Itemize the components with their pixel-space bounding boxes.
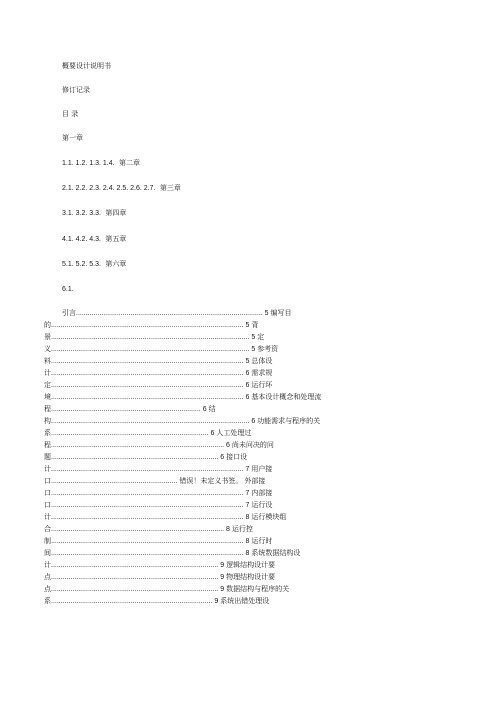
toc-entry-head: 口 <box>44 477 51 485</box>
doc-title: 概要设计说明书 <box>62 62 111 70</box>
revision-record-heading: 修订记录 <box>62 86 90 94</box>
toc-leader: ................................................................................................... <box>51 382 244 389</box>
toc-page-number: 6 <box>202 406 207 413</box>
toc-leader: ......................................................................................... <box>51 442 225 449</box>
toc-entry-head: 的 <box>44 321 51 329</box>
chapter-heading: 第四章 <box>105 209 127 217</box>
toc-entry-tail: 接口设 <box>226 453 248 461</box>
toc-entry-tail: 功能需求与程序的关 <box>257 417 321 425</box>
toc-entry[interactable] <box>44 453 247 462</box>
chapter-heading: 第三章 <box>159 184 181 192</box>
toc-entry[interactable] <box>44 549 300 558</box>
toc-leader: ................................................................................................... <box>51 322 244 329</box>
toc-page-number: 9 <box>220 586 225 593</box>
toc-entry[interactable] <box>44 333 264 342</box>
toc-entry-head: 程 <box>44 441 51 449</box>
toc-page-number: 9 <box>220 574 225 581</box>
toc-entry-head: 义 <box>44 345 51 353</box>
toc-entry-head: 计 <box>44 465 51 473</box>
section-line <box>62 209 126 218</box>
toc-entry-tail: 基本设计概念和处理流 <box>251 393 322 401</box>
toc-entry[interactable] <box>44 381 272 390</box>
toc-leader: ................................................................................... <box>51 598 213 605</box>
toc-entry-head: 点 <box>44 573 51 581</box>
toc-page-number: 5 <box>251 346 256 353</box>
chapter-heading: 第一章 <box>62 134 83 142</box>
toc-entry[interactable] <box>44 417 320 426</box>
toc-entry-tail: 定 <box>257 333 265 341</box>
toc-entry-head: 系 <box>44 429 51 437</box>
toc-page-number: 6 <box>220 454 225 461</box>
toc-page-number: 错误！未定义书签。 <box>179 477 243 485</box>
toc-entry[interactable] <box>44 345 278 354</box>
toc-entry-tail: 逻辑结构设计要 <box>226 561 276 569</box>
toc-entry-tail: 需求规 <box>251 369 273 377</box>
toc-entry[interactable] <box>44 525 253 534</box>
section-line <box>62 260 126 269</box>
toc-leader: ......................................................................................... <box>51 526 225 533</box>
toc-page-number: 9 <box>220 562 225 569</box>
toc-entry-head: 合 <box>44 525 51 533</box>
toc-page-number: 6 <box>210 430 215 437</box>
toc-leader: ................................................................................................... <box>51 502 244 509</box>
section-numbers: 2.1. 2.2. 2.3. 2.4. 2.5. 2.6. 2.7. <box>62 185 156 192</box>
toc-page-number: 9 <box>214 598 219 605</box>
toc-entry-tail: 人工处理过 <box>216 429 252 437</box>
toc-page-number: 6 <box>245 382 250 389</box>
toc-entry[interactable] <box>62 309 292 318</box>
toc-entry[interactable] <box>44 465 272 474</box>
toc-entry[interactable] <box>44 573 275 582</box>
toc-entry-head: 构 <box>44 417 51 425</box>
toc-entry-tail: 结 <box>208 405 216 413</box>
toc-leader: ................................................................................................ <box>76 310 263 317</box>
toc-entry-head: 口 <box>44 489 51 497</box>
toc-entry-tail: 用户接 <box>251 465 273 473</box>
toc-entry-tail: 运行控 <box>231 525 253 533</box>
toc-entry[interactable] <box>44 489 272 498</box>
section-line <box>62 184 181 193</box>
toc-entry-tail: 背 <box>251 321 259 329</box>
toc-entry-tail: 物理结构设计要 <box>226 573 276 581</box>
toc-page-number: 8 <box>245 538 250 545</box>
toc-leader: ...................................................................................... <box>51 586 219 593</box>
toc-page-number: 5 <box>251 334 256 341</box>
contents-heading: 目 录 <box>62 110 79 118</box>
toc-entry[interactable] <box>44 597 269 606</box>
toc-entry-head: 计 <box>44 369 51 377</box>
toc-entry-head: 间 <box>44 549 51 557</box>
toc-entry-head: 点 <box>44 585 51 593</box>
toc-page-number: 8 <box>245 514 250 521</box>
toc-page-number: 5 <box>245 322 250 329</box>
toc-entry-tail: 尚未问决的问 <box>231 441 274 449</box>
toc-page-number: 6 <box>226 442 230 449</box>
section-numbers: 1.1. 1.2. 1.3. 1.4. <box>62 160 115 167</box>
toc-entry[interactable] <box>44 393 321 402</box>
toc-leader: ................................................................................................... <box>51 370 244 377</box>
toc-entry[interactable] <box>44 585 289 594</box>
toc-entry-head: 定 <box>44 381 51 389</box>
toc-leader: ............................................................................. <box>51 406 201 413</box>
toc-leader: ................................................................................. <box>51 430 209 437</box>
section-numbers: 3.1. 3.2. 3.3. <box>62 210 101 217</box>
toc-entry-tail: 参考资 <box>257 345 279 353</box>
toc-entry[interactable] <box>44 537 272 546</box>
toc-entry[interactable] <box>44 513 286 522</box>
toc-entry[interactable] <box>44 441 274 450</box>
toc-leader: ...................................................................................................... <box>51 346 250 353</box>
toc-leader: ................................................................................................... <box>51 358 244 365</box>
toc-page-number: 5 <box>245 358 250 365</box>
section-line <box>62 235 126 244</box>
toc-leader: ................................................................................................... <box>51 514 244 521</box>
toc-entry[interactable] <box>44 477 265 486</box>
toc-entry[interactable] <box>44 405 216 414</box>
toc-entry-tail: 系统出错处理设 <box>220 597 270 605</box>
toc-entry-head: 计 <box>44 513 51 521</box>
toc-entry-head: 题 <box>44 453 51 461</box>
toc-leader: ...................................................................................... <box>51 562 219 569</box>
toc-entry-tail: 内部接 <box>251 489 273 497</box>
section-numbers: 5.1. 5.2. 5.3. <box>62 261 101 268</box>
section-line <box>62 159 140 168</box>
toc-entry-tail: 运行模块组 <box>251 513 287 521</box>
toc-leader: ...................................................................................................... <box>51 334 250 341</box>
toc-leader: ................................................................................................... <box>51 538 244 545</box>
toc-page-number: 6 <box>245 394 250 401</box>
toc-leader: ................................................................................................... <box>51 550 244 557</box>
chapter-heading: 第五章 <box>105 235 127 243</box>
toc-entry-tail: 数据结构与程序的关 <box>226 585 290 593</box>
toc-entry[interactable] <box>44 501 272 510</box>
toc-leader: ................................................................................................... <box>51 394 244 401</box>
toc-entry-head: 程 <box>44 405 51 413</box>
chapter-heading: 第二章 <box>119 159 140 167</box>
toc-page-number: 6 <box>245 370 250 377</box>
toc-entry[interactable] <box>44 369 272 378</box>
toc-entry-tail: 外部接 <box>244 477 266 485</box>
toc-entry-head: 料 <box>44 357 51 365</box>
toc-entry[interactable] <box>44 321 258 330</box>
toc-leader: ................................................................. <box>51 478 178 485</box>
toc-entry[interactable] <box>44 357 272 366</box>
toc-entry-tail: 运行时 <box>251 537 273 545</box>
toc-page-number: 5 <box>264 310 269 317</box>
toc-entry-tail: 运行设 <box>251 501 273 509</box>
toc-entry-head: 口 <box>44 501 51 509</box>
toc-entry-tail: 编写目 <box>270 309 292 317</box>
toc-entry-tail: 总体设 <box>251 357 273 365</box>
toc-page-number: 6 <box>251 418 256 425</box>
toc-page-number: 8 <box>245 550 250 557</box>
toc-leader: ................................................................................................... <box>51 466 244 473</box>
toc-page-number: 8 <box>226 526 230 533</box>
toc-entry-head: 系 <box>44 597 51 605</box>
toc-leader: ...................................................................................................... <box>51 418 250 425</box>
toc-page-number: 7 <box>245 466 250 473</box>
toc-entry-head: 计 <box>44 561 51 569</box>
toc-leader: ................................................................................................... <box>51 490 244 497</box>
toc-entry-head: 引言 <box>62 309 76 317</box>
toc-entry-tail: 系统数据结构设 <box>251 549 301 557</box>
toc-entry[interactable] <box>44 429 251 438</box>
section-numbers: 4.1. 4.2. 4.3. <box>62 236 101 243</box>
toc-leader: ...................................................................................... <box>51 574 219 581</box>
toc-leader: ...................................................................................... <box>51 454 219 461</box>
toc-entry-head: 境 <box>44 393 51 401</box>
toc-page-number: 7 <box>245 490 250 497</box>
toc-page-number: 7 <box>245 502 250 509</box>
toc-entry-head: 景 <box>44 333 51 341</box>
chapter-heading: 第六章 <box>105 260 127 268</box>
toc-entry-head: 制 <box>44 537 51 545</box>
section-number: 6.1. <box>62 286 74 293</box>
toc-entry[interactable] <box>44 561 275 570</box>
toc-entry-tail: 运行环 <box>251 381 273 389</box>
